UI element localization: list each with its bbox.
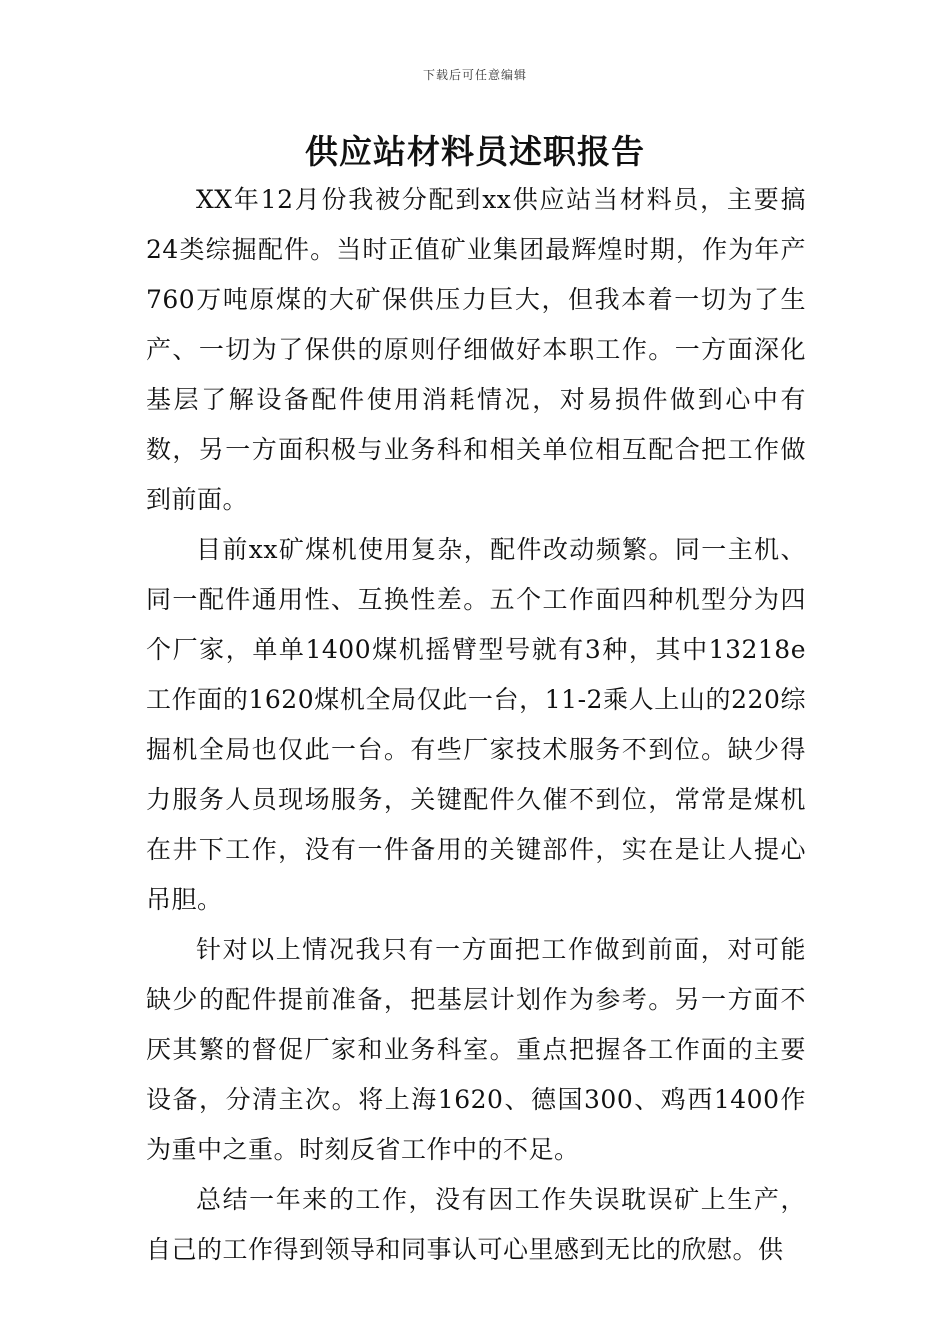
paragraph-1: XX年12月份我被分配到xx供应站当材料员，主要搞24类综掘配件。当时正值矿业集团最辉煌时期，作为年产760万吨原煤的大矿保供压力巨大，但我本着一切为了生产、一切为了保供的原则仔细做好本职工作。一方面深化基层了解设备配件使用消耗情况，对易损件做到心中有数，另一方面积极与业务科和相关单位相互配合把工作做到前面。 [146,185,806,514]
document-title: 供应站材料员述职报告 [305,132,645,171]
header-note: 下载后可任意编辑 [422,68,527,82]
paragraph-4: 总结一年来的工作，没有因工作失误耽误矿上生产，自己的工作得到领导和同事认可心里感到无比的欣慰。供 [146,1185,806,1264]
paragraph-2: 目前xx矿煤机使用复杂，配件改动频繁。同一主机、同一配件通用性、互换性差。五个工作面四种机型分为四个厂家，单单1400煤机摇臂型号就有3种，其中13218e工作面的1620煤机全局仅此一台，11-2乘人上山的220综掘机全局也仅此一台。有些厂家技术服务不到位。缺少得力服务人员现场服务，关键配件久催不到位，常常是煤机在井下工作，没有一件备用的关键部件，实在是让人提心吊胆。 [146,535,806,914]
paragraph-3: 针对以上情况我只有一方面把工作做到前面，对可能缺少的配件提前准备，把基层计划作为参考。另一方面不厌其繁的督促厂家和业务科室。重点把握各工作面的主要设备，分清主次。将上海1620、德国300、鸡西1400作为重中之重。时刻反省工作中的不足。 [146,935,806,1164]
document-body [146,175,806,1275]
